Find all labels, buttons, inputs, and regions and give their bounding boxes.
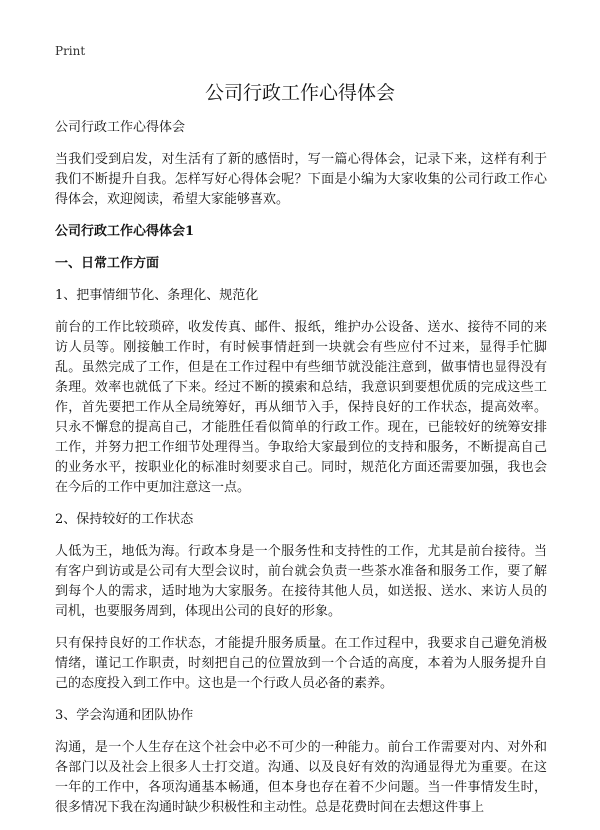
item1-heading: 1、把事情细节化、条理化、规范化 [55,288,259,303]
article-subtitle: 公司行政工作心得体会 [55,120,186,135]
item2-paragraph-2: 只有保持良好的工作状态，才能提升服务质量。在工作过程中，我要求自己避免消极情绪，谨记工作职责，时刻把自己的位置放到一个合适的高度，本着为人服务提升自己的态度投入到工作中。这也是一个行政人员必备的素养。 [55,636,547,691]
item2-paragraph-1: 人低为王，地低为海。行政本身是一个服务性和支持性的工作，尤其是前台接待。当有客户到访或是公司有大型会议时，前台就会负责一些茶水准备和服务工作，要了解到每个人的需求，适时地为大家服务。在接待其他人员，如送报、送水、来访人员的司机，也要服务周到，体现出公司的良好的形象。 [55,544,547,619]
item2-heading: 2、保持较好的工作状态 [55,512,194,527]
section-heading: 公司行政工作心得体会1 [55,224,195,239]
article-body [55,118,547,830]
intro-paragraph: 当我们受到启发，对生活有了新的感悟时，写一篇心得体会，记录下来，这样有利于我们不断提升自我。怎样写好心得体会呢？下面是小编为大家收集的公司行政工作心得体会，欢迎阅读，希望大家能够喜欢。 [55,152,547,207]
item1-paragraph: 前台的工作比较琐碎，收发传真、邮件、报纸，维护办公设备、送水、接待不同的来访人员等。刚接触工作时，有时候事情赶到一块就会有些应付不过来，显得手忙脚乱。虽然完成了工作，但是在工作过程中有些细节就没能注意到，做事情也显得没有条理。效率也就低了下来。经过不断的摸索和总结，我意识到要想优质的完成这些工作，首先要把工作从全局统筹好，再从细节入手，保持良好的工作状态，提高效率。只永不懈怠的提高自己，才能胜任看似简单的行政工作。现在，已能较好的统筹安排工作，并努力把工作细节处理得当。争取给大家最到位的支持和服务，不断提高自己的业务水平，按职业化的标准时刻要求自己。同时，规范化方面还需要加强，我也会在今后的工作中更加注意这一点。 [55,320,547,495]
part-heading: 一、日常工作方面 [55,256,160,271]
item3-paragraph: 沟通，是一个人生存在这个社会中必不可少的一种能力。前台工作需要对内、对外和各部门以及社会上很多人士打交道。沟通、以及良好有效的沟通显得尤为重要。在这一年的工作中，各项沟通基本畅通，但本身也存在着不少问题。当一件事情发生时，很多情况下我在沟通时缺少积极性和主动性。总是花费时间在去想这件事上 [55,740,547,815]
print-link[interactable]: Print [55,44,86,58]
item3-heading: 3、学会沟通和团队协作 [55,708,194,723]
page-title: 公司行政工作心得体会 [204,82,395,104]
